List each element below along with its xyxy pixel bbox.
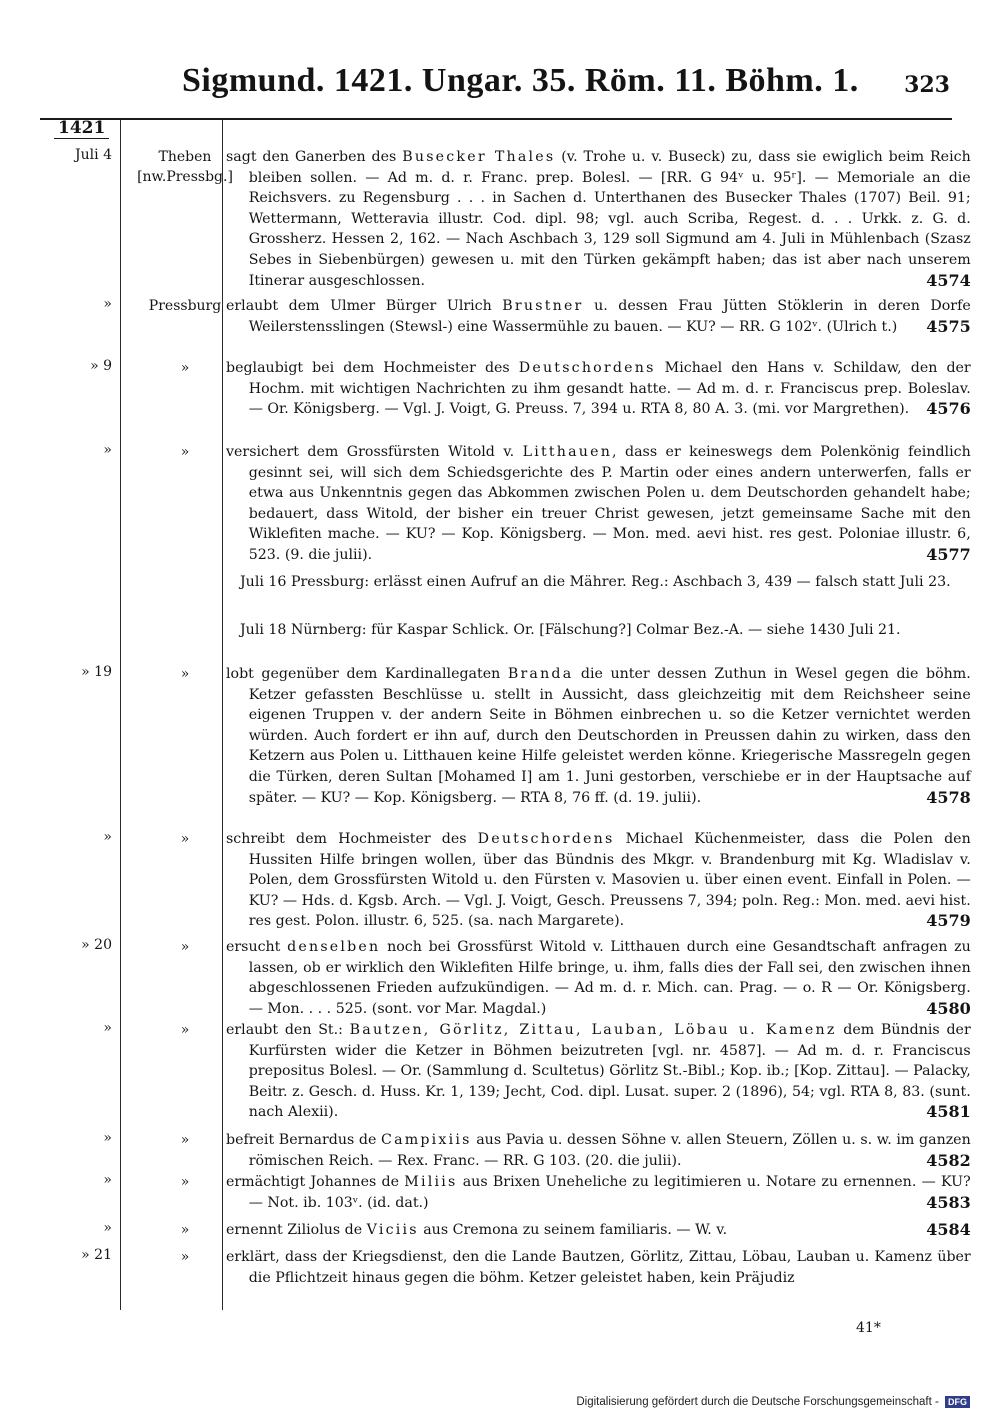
entry-keyword: Miliis bbox=[404, 1174, 458, 1190]
entry-text-rest: , dass er keineswegs dem Polenkönig feindlich gesinnt sei, will sich dem Schiedsgerichte des P. Martin oder eines andern unterwerfen, falls er etwa aus Unkenntnis gegen das Abkommen zwischen Polen u. dem Deutschorden gehandelt habe; bedauert, dass Witold, der bisher ein treuer Christ gewesen, jetzt gemeinsame Sache mit den Wiklefiten mache. — KU? — Kop. Königsberg. — Mon. med. aevi hist. res gest. Poloniae illustr. 6, 523. (9. die julii). bbox=[248, 444, 971, 563]
entry-text bbox=[226, 1130, 971, 1171]
entry-text-lead: befreit Bernardus de bbox=[226, 1132, 382, 1148]
entry-place: » bbox=[180, 831, 190, 847]
entry-text-rest: aus Brixen Uneheliche zu legitimieren u. Notare zu ernennen. — KU? — Not. ib. 103ᵛ. (id. dat.) bbox=[248, 1174, 971, 1211]
entry-date: » bbox=[103, 1172, 112, 1188]
entry-number: 4575 bbox=[926, 316, 971, 336]
page-title: Sigmund. 1421. Ungar. 35. Röm. 11. Böhm. 1. bbox=[182, 62, 859, 99]
entry-place: » bbox=[180, 1249, 190, 1265]
entry-date: » 9 bbox=[90, 358, 112, 374]
entry-number: 4576 bbox=[926, 399, 971, 419]
entry-date: Juli 4 bbox=[75, 147, 112, 163]
entry-text bbox=[226, 1020, 971, 1123]
signature-mark: 41* bbox=[856, 1320, 881, 1336]
entry-keyword: Bautzen, Görlitz, Zittau, Lauban, Löbau u. Kamenz bbox=[349, 1022, 837, 1038]
entry-text-rest: u. dessen Frau Jütten Stöklerin in deren Dorfe Weilerstensslingen (Stewsl-) eine Wassermühle zu bauen. — KU? — RR. G 102ᵛ. (Ulrich t.) bbox=[248, 298, 971, 335]
entry-text bbox=[226, 358, 971, 420]
entry-place: Pressburg bbox=[148, 298, 222, 314]
entry-keyword: Branda bbox=[507, 666, 574, 682]
entry-text bbox=[226, 829, 971, 932]
entry-text-rest: Michael den Hans v. Schildaw, den der Hochm. mit wichtigen Nachrichten zu ihm gesandt hatte. — Ad m. d. r. Franciscus prep. Boleslav. — Or. Königsberg. — Vgl. J. Voigt, G. Preuss. 7, 394 u. RTA 8, 80 A. 3. (mi. vor Margrethen). bbox=[248, 360, 971, 418]
entry-place: » bbox=[180, 1174, 190, 1190]
entry-date: » bbox=[103, 296, 112, 312]
entry-keyword: Deutschordens bbox=[477, 831, 615, 847]
entry-keyword: Deutschordens bbox=[518, 360, 656, 376]
entry-text bbox=[240, 620, 971, 641]
entry-text-lead: erlaubt den St.: bbox=[226, 1022, 350, 1038]
entry-number: 4581 bbox=[926, 1102, 971, 1122]
entry-keyword: Busecker Thales bbox=[402, 149, 556, 165]
entry-text-lead: versichert dem Grossfürsten Witold v. bbox=[226, 444, 523, 460]
header-rule bbox=[40, 118, 952, 120]
entry-text-lead: Juli 18 Nürnberg: für Kaspar Schlick. Or. [Fälschung?] Colmar Bez.-A. — siehe 1430 Juli 21. bbox=[240, 622, 901, 638]
entry-text bbox=[226, 937, 971, 1019]
entry-text-lead: schreibt dem Hochmeister des bbox=[226, 831, 478, 847]
entry-text-rest: Michael Küchenmeister, dass die Polen den Hussiten Hilfe bringen wollen, über das Bündnis des Mkgr. v. Brandenburg mit Kg. Wladislav v. Polen, dem Grossfürsten Witold u. den Fürsten v. Masovien u. über einen event. Einfall in Polen. — KU? — Hds. d. Kgsb. Arch. — Vgl. J. Voigt, Gesch. Preussens 7, 394; poln. Reg.: Mon. med. aevi hist. res gest. Polon. illustr. 6, 525. (sa. nach Margarete). bbox=[248, 831, 971, 930]
entry-text bbox=[226, 1172, 971, 1213]
entry-keyword: Brustner bbox=[502, 298, 584, 314]
entry-number: 4574 bbox=[926, 270, 971, 290]
entry-text-lead: erlaubt dem Ulmer Bürger Ulrich bbox=[226, 298, 503, 314]
year-label: 1421 bbox=[54, 118, 109, 139]
entry-number: 4578 bbox=[926, 787, 971, 807]
entry-text-lead: erklärt, dass der Kriegsdienst, den die Lande Bautzen, Görlitz, Zittau, Löbau, Lauban u. Kamenz über die Pflichtzeit hinaus gegen die böhm. Ketzer geleistet haben, kein Präjudiz bbox=[226, 1249, 971, 1286]
entry-place: » bbox=[180, 1022, 190, 1038]
entry-date: » 21 bbox=[81, 1247, 112, 1263]
entry-number: 4583 bbox=[926, 1192, 971, 1212]
entry-text-rest: dem Bündnis der Kurfürsten wider die Ketzer in Böhmen beizutreten [vgl. nr. 4587]. — Ad m. d. r. Franciscus prepositus Bolesl. — Or. (Sammlung d. Scultetus) Görlitz St.-Bibl.; Kop. ib.; [Kop. Zittau]. — Palacky, Beitr. z. Gesch. d. Huss. Kr. 1, 139; Jecht, Cod. dipl. Lusat. super. 2 (1896), 54; vgl. RTA 8, 83. (sunt. nach Alexii). bbox=[248, 1022, 971, 1121]
entry-text bbox=[226, 296, 971, 337]
funding-text: Digitalisierung gefördert durch die Deutsche Forschungsgemeinschaft - bbox=[576, 1396, 939, 1409]
entry-date: » bbox=[103, 1130, 112, 1146]
entry-number: 4584 bbox=[926, 1220, 971, 1239]
entry-date: » 19 bbox=[81, 664, 112, 680]
page-number: 323 bbox=[904, 72, 950, 98]
entry-place: » bbox=[180, 444, 190, 460]
entry-number: 4582 bbox=[926, 1150, 971, 1170]
entry-text-lead: ernennt Ziliolus de bbox=[226, 1222, 367, 1238]
entry-date: » bbox=[103, 1220, 112, 1236]
entry-text bbox=[226, 664, 971, 808]
entry-place: Theben [nw.Pressbg.] bbox=[137, 149, 233, 185]
entry-text-lead: ersucht bbox=[226, 939, 288, 955]
dfg-logo: DFG bbox=[945, 1396, 970, 1408]
entry-text-rest: noch bei Grossfürst Witold v. Litthauen durch eine Gesandtschaft anfragen zu lassen, ob er wirklich den Wiklefiten Hilfe bringe, u. ihm, falls dies der Fall sei, den zwischen ihnen abgeschlossenen Frieden aufzukündigen. — Ad m. d. r. Mich. can. Prag. — o. R — Or. Königsberg. — Mon. . . . 525. (sont. vor Mar. Magdal.) bbox=[248, 939, 971, 1017]
entry-text bbox=[226, 147, 971, 291]
entry-keyword: denselben bbox=[287, 939, 381, 955]
entry-text bbox=[240, 572, 971, 593]
entry-text-lead: ermächtigt Johannes de bbox=[226, 1174, 405, 1190]
entry-text-lead: sagt den Ganerben des bbox=[226, 149, 403, 165]
entry-place: » bbox=[180, 939, 190, 955]
entry-date: » bbox=[103, 442, 112, 458]
entry-text-rest: aus Pavia u. dessen Söhne v. allen Steuern, Zöllen u. s. w. im ganzen römischen Reich. — Rex. Franc. — RR. G 103. (20. die julii). bbox=[248, 1132, 971, 1169]
entry-place: » bbox=[180, 666, 190, 682]
entry-place: » bbox=[180, 360, 190, 376]
entry-text-rest: (v. Trohe u. v. Buseck) zu, dass sie ewiglich beim Reich bleiben sollen. — Ad m. d. r. Franc. prep. Bolesl. — [RR. G 94ᵛ u. 95ʳ]. — Memoriale an die Reichsvers. zu Regensburg . . . in Sachen d. Unterthanen des Busecker Thales (1707) Beil. 91; Wettermann, Wetteravia illustr. Cod. dipl. 98; vgl. auch Scriba, Regest. d. . . Urkk. z. G. d. Grossherz. Hessen 2, 162. — Nach Aschbach 3, 129 soll Sigmund am 4. Juli in Mühlenbach (Szasz Sebes in Siebenbürgen) gewesen u. mit den Türken gekämpft haben; das ist aber nach unserem Itinerar ausgeschlossen. bbox=[248, 149, 971, 289]
entry-number: 4579 bbox=[926, 911, 971, 931]
entry-place: » bbox=[180, 1222, 190, 1238]
entry-text-lead: Juli 16 Pressburg: erlässt einen Aufruf an die Mährer. Reg.: Aschbach 3, 439 — falsch statt Juli 23. bbox=[240, 574, 951, 590]
entry-text-lead: beglaubigt bei dem Hochmeister des bbox=[226, 360, 519, 376]
entry-place: » bbox=[180, 1132, 190, 1148]
entry-text-lead: lobt gegenüber dem Kardinallegaten bbox=[226, 666, 508, 682]
entry-keyword: Campixiis bbox=[381, 1132, 472, 1148]
entry-number: 4577 bbox=[926, 544, 971, 564]
entry-date: » 20 bbox=[81, 937, 112, 953]
entry-text bbox=[226, 1247, 971, 1288]
entry-number: 4580 bbox=[926, 998, 971, 1018]
entry-keyword: Litthauen bbox=[522, 444, 613, 460]
entry-text-rest: aus Cremona zu seinem familiaris. — W. v. bbox=[418, 1222, 728, 1238]
entry-keyword: Viciis bbox=[366, 1222, 419, 1238]
entry-text bbox=[226, 442, 971, 566]
entry-date: » bbox=[103, 1020, 112, 1036]
entry-text-rest: die unter dessen Zuthun in Wesel gegen die böhm. Ketzer gefassten Beschlüsse u. stellt in Aussicht, dass gleichzeitig mit dem Reichsheer seine eigenen Truppen v. der andern Seite in Böhmen einbrechen u. so die Ketzer vernichtet werden würden. Auch fordert er ihn auf, durch den Deutschorden in Preussen dahin zu wirken, dass den Ketzern aus Polen u. Litthauen keine Hilfe geleistet werden könne. Kriegerische Massregeln gegen die Türken, deren Sultan [Mohamed I] am 1. Juni gestorben, verschiebe er in der Hauptsache auf später. — KU? — Kop. Königsberg. — RTA 8, 76 ff. (d. 19. julii). bbox=[248, 666, 971, 806]
funding-note bbox=[576, 1396, 970, 1408]
running-header bbox=[40, 62, 950, 112]
entry-text bbox=[226, 1220, 971, 1241]
entry-date: » bbox=[103, 829, 112, 845]
